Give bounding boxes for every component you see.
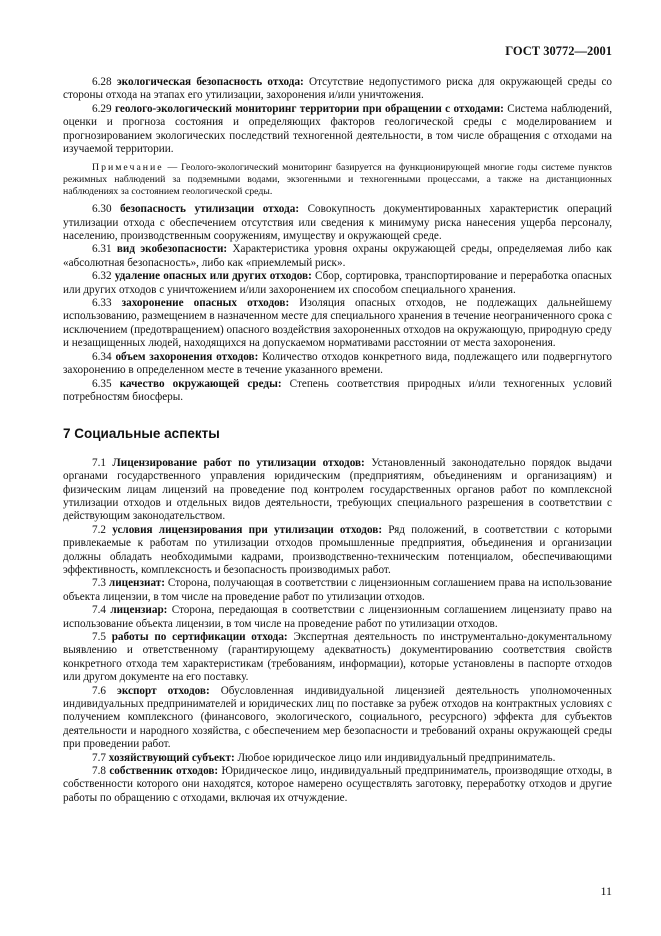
section-heading: 7 Социальные аспекты [63, 426, 220, 442]
definition-7-7 [63, 752, 612, 765]
term: качество окружающей среды: [119, 377, 282, 390]
definition-6-33 [63, 297, 612, 351]
clause-number: 6.34 [92, 350, 112, 363]
term: хозяйствующий субъект: [108, 751, 235, 764]
definition-text: Экспертная деятельность по инструментально-документальному выявлению и ответственному (гарантирующему адекватность) документированию соответствия свойств конкретного отхода тем характеристикам (требованиям, информации), которые установлены в паспорте отходов или другом документе на его поставку. [63, 631, 612, 684]
clause-number: 7.2 [92, 523, 106, 536]
clause-number: 6.33 [92, 297, 112, 310]
definitions-block-a [63, 76, 612, 156]
clause-number: 6.28 [92, 76, 112, 88]
definition-text: Отсутствие недопустимого риска для окружающей среды со стороны отхода на этапах его утилизации, захоронения и/или уничтожения. [63, 76, 613, 102]
term: лицензиар: [110, 604, 168, 617]
note-text: — Геолого-экологический мониторинг базируется на функционирующей многие годы системе пунктов режимных наблюдений за подземными водами, экзогенными и техногенными процессами, а также на дистанционных наблюдениях за состоянием геологической среды. [63, 162, 612, 197]
definition-6-32 [63, 270, 612, 297]
clause-number: 7.1 [92, 456, 106, 469]
page-content [63, 76, 612, 805]
clause-number: 7.3 [92, 577, 106, 590]
definition-6-31 [63, 243, 612, 270]
definition-text: Изоляция опасных отходов, не подлежащих дальнейшему использованию, размещением в назначенном месте для специального хранения в течение неограниченного срока с исключением (предотвращением) опасного воздействия захороненных отходов на окружающую, природную среду и незащищенных людей, находящихся на допускаемом нормативами расстоянии от места захоронения. [63, 297, 613, 350]
definition-text: Обусловленная индивидуальной лицензией деятельность уполномоченных индивидуальных предпринимателей и юридических лиц по поставке за рубеж отходов на контрактных условиях с получением комплексного (финансового, экологического, социального, ресурсного) эффекта для субъектов деятельности и народного хозяйства, с обеспечением мер безопасности и требований охраны окружающей среды при проведении работ. [63, 684, 613, 751]
clause-number: 7.8 [92, 765, 106, 778]
term: экологическая безопасность отхода: [116, 76, 304, 88]
clause-number: 7.5 [92, 631, 106, 643]
definition-7-6 [63, 685, 612, 752]
definition-text: Сбор, сортировка, транспортирование и переработка опасных или других отходов с уничтожением и/или захоронением их способом специального хранения. [63, 270, 612, 296]
clause-number: 7.7 [92, 751, 106, 764]
clause-number: 6.31 [92, 243, 112, 256]
note-label: Примечание [92, 162, 164, 174]
definition-text: Сторона, передающая в соответствии с лицензионным соглашением лицензиату право на использование объекта лицензии, в том числе на проведение работ по утилизации отходов. [63, 604, 613, 630]
definition-7-1 [63, 457, 612, 524]
definition-6-30 [63, 203, 612, 243]
term: работы по сертификации отхода: [111, 631, 288, 643]
term: вид экобезопасности: [116, 243, 228, 256]
definition-text: Количество отходов конкретного вида, подлежащего или подвергнутого захоронению в определенном месте в течение указанного времени. [63, 350, 612, 377]
definition-text: Степень соответствия природных и/или техногенных условий потребностям биосферы. [63, 377, 612, 403]
term: безопасность утилизации отхода: [120, 203, 300, 216]
definition-7-4 [63, 604, 612, 631]
clause-number: 6.32 [92, 270, 112, 283]
definition-text: Характеристика уровня охраны окружающей среды, определяемая либо как «абсолютная безопасность», либо как «приемлемый риск». [63, 243, 612, 269]
clause-number: 6.35 [92, 377, 112, 390]
definition-text: Ряд положений, в соответствии с которыми привлекаемые к работам по утилизации отходов промышленные предприятия, объединения и организации должны обладать необходимыми кадрами, производственно-техническим потенциалом, обеспечивающими эффективность, комплексность и безопасность производимых работ. [63, 523, 613, 576]
clause-number: 6.29 [92, 102, 112, 115]
definition-6-29 [63, 103, 612, 157]
term: геолого-экологический мониторинг территории при обращении с отходами: [114, 102, 504, 115]
term: объем захоронения отходов: [115, 350, 259, 363]
definition-7-2 [63, 524, 612, 578]
term: экспорт отходов: [117, 684, 210, 697]
page-number: 11 [600, 884, 612, 898]
note [63, 162, 612, 197]
term: лицензиат: [108, 577, 165, 590]
clause-number: 7.6 [92, 684, 106, 697]
definition-6-28 [63, 76, 612, 103]
term: захоронение опасных отходов: [121, 297, 290, 310]
term: удаление опасных или других отходов: [114, 270, 312, 283]
clause-number: 6.30 [92, 203, 112, 216]
term: собственник отходов: [109, 765, 219, 778]
document-code: ГОСТ 30772—2001 [505, 44, 612, 58]
definition-7-8 [63, 765, 612, 805]
term: условия лицензирования при утилизации отходов: [112, 523, 383, 536]
definition-7-5 [63, 631, 612, 685]
definition-6-35 [63, 378, 612, 405]
definition-text: Любое юридическое лицо или индивидуальный предприниматель. [237, 751, 556, 764]
definition-text: Совокупность документированных характеристик операций утилизации отхода с обеспечением отсутствия или сведения к минимуму риска нанесения ущерба персоналу, населению, производственным сооружениям, имуществу и окружающей среде. [63, 203, 613, 243]
definition-text: Установленный законодательно порядок выдачи органами государственного управления юридическим (предприятиям, объединениям и организациям) и физическим лицам лицензий на проведение под контролем государственных органов работ по комплексной утилизации отходов и отдельных видов деятельности, требующих специального разрешения в соответствии с действующим законодательством. [63, 456, 613, 523]
definition-text: Система наблюдений, оценки и прогноза состояния и определяющих факторов геологической среды с моделированием и прогнозированием экологических последствий техногенной деятельности, в том числе обращения с отходами на изучаемой территории. [63, 102, 612, 156]
definitions-block-b [63, 203, 612, 404]
definition-7-3 [63, 577, 612, 604]
definition-text: Сторона, получающая в соответствии с лицензионным соглашением права на использование объекта лицензии, в том числе на проведение работ по утилизации отходов. [63, 577, 613, 603]
definitions-block-c [63, 457, 612, 806]
term: Лицензирование работ по утилизации отходов: [112, 456, 365, 469]
clause-number: 7.4 [92, 604, 106, 617]
definition-6-34 [63, 351, 612, 378]
definition-text: Юридическое лицо, индивидуальный предприниматель, производящие отходы, в собственности которого они находятся, которое намерено осуществлять заготовку, переработку отходов и другие работы по обращению с отходами, включая их отчуждение. [63, 765, 613, 804]
